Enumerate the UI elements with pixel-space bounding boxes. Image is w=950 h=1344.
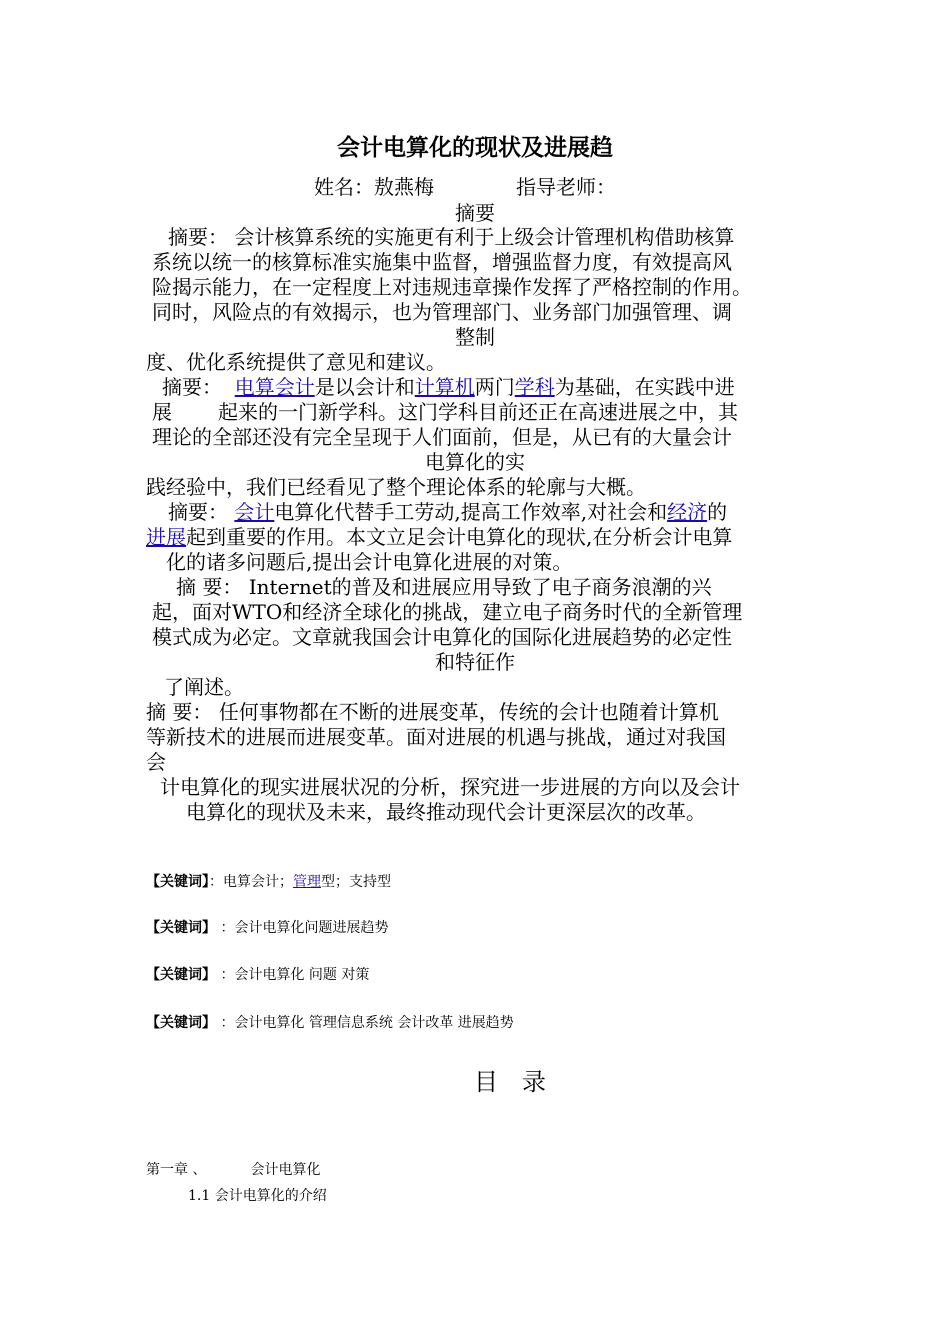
link-xue-ke[interactable]: 学科 [514, 375, 555, 399]
abstract-1-line: 整制 [455, 325, 495, 349]
document-title: 会计电算化的现状及进展趋 [337, 135, 613, 161]
abstract-3-label: 摘要： [168, 500, 228, 524]
abstract-4-line: 和特征作 [435, 650, 515, 674]
link-jin-zhan[interactable]: 进展 [146, 525, 186, 549]
abstract-heading: 摘要 [455, 201, 495, 225]
keywords-text: ：电算会计； [209, 874, 293, 890]
keywords-text: ：会计电算化 管理信息系统 会计改革 进展趋势 [216, 1015, 514, 1031]
abstract-2-text: 两门 [474, 375, 515, 399]
abstract-2-text: 是以会计和 [314, 375, 415, 399]
abstract-2-line: 践经验中，我们已经看见了整个理论体系的轮廓与大概。 [146, 475, 646, 499]
abstract-3-line [168, 500, 727, 524]
link-ji-suan-ji[interactable]: 计算机 [414, 375, 475, 399]
keywords-line [146, 918, 388, 938]
abstract-2-text: 为基础，在实践中进 [554, 375, 735, 399]
author-name: 姓名：敖燕梅 [314, 175, 434, 199]
keywords-label: 【关键词】 [146, 1015, 216, 1031]
abstract-1-line: 摘要： 会计核算系统的实施更有利于上级会计管理机构借助核算 [168, 225, 735, 249]
toc-chapter-1[interactable] [146, 1160, 320, 1180]
abstract-2-label: 摘要： [162, 375, 222, 399]
abstract-3-text: 电算化代替手工劳动,提高工作效率,对社会和 [274, 500, 668, 524]
abstract-1-line: 同时，风险点的有效揭示，也为管理部门、业务部门加强管理、调 [152, 300, 732, 324]
keywords-text: 型；支持型 [321, 874, 391, 890]
abstract-4-line: 起，面对WTO和经济全球化的挑战，建立电子商务时代的全新管理 [152, 600, 743, 624]
abstract-2-text: 展 [152, 400, 172, 424]
keywords-text: ：会计电算化问题进展趋势 [216, 920, 389, 936]
link-dian-suan-kuai-ji[interactable]: 电算会计 [234, 375, 315, 399]
keywords-line [146, 965, 369, 985]
toc-section-1-1[interactable]: 1.1 会计电算化的介绍 [188, 1188, 327, 1204]
abstract-4-line: 模式成为必定。文章就我国会计电算化的国际化进展趋势的必定性 [152, 625, 732, 649]
abstract-2-text: 起来的一门新学科。这门学科目前还正在高速进展之中，其 [218, 400, 738, 424]
link-jing-ji[interactable]: 经济 [667, 500, 708, 524]
keywords-label: 【关键词】 [146, 967, 216, 983]
abstract-4-line: 了阐述。 [164, 675, 244, 699]
toc-chapter-number: 第一章 、 [146, 1162, 207, 1178]
keywords-text: ：会计电算化 问题 对策 [216, 967, 370, 983]
abstract-1-line: 度、优化系统提供了意见和建议。 [146, 350, 446, 374]
toc-chapter-title: 会计电算化 [250, 1162, 321, 1178]
keywords-line [146, 1013, 514, 1033]
keywords-line [146, 872, 391, 892]
abstract-1-line: 系统以统一的核算标准实施集中监督，增强监督力度，有效提高风 [152, 250, 732, 274]
abstract-3-text: 起到重要的作用。本文立足会计电算化的现状,在分析会计电算 [186, 525, 733, 549]
keywords-label: 【关键词】 [146, 920, 216, 936]
abstract-5-line: 计电算化的现实进展状况的分析，探究进一步进展的方向以及会计 [160, 775, 740, 799]
abstract-3-text: 的 [707, 500, 728, 524]
link-kuai-ji[interactable]: 会计 [234, 500, 275, 524]
abstract-5-line: 会 [146, 750, 166, 774]
link-guan-li[interactable]: 管理 [293, 874, 321, 890]
keywords-label: 【关键词】 [146, 874, 209, 890]
abstract-5-line: 等新技术的进展而进展变革。面对进展的机遇与挑战，通过对我国 [146, 725, 726, 749]
abstract-5-line: 摘 要： 任何事物都在不断的进展变革，传统的会计也随着计算机 [146, 700, 719, 724]
abstract-3-line [146, 525, 732, 549]
toc-title: 目录 [474, 1068, 570, 1096]
abstract-1-line: 险揭示能力，在一定程度上对违规违章操作发挥了严格控制的作用。 [152, 275, 752, 299]
abstract-2-line: 电算化的实 [425, 450, 525, 474]
advisor-label: 指导老师： [516, 175, 616, 199]
abstract-2-line: 理论的全部还没有完全呈现于人们面前，但是，从已有的大量会计 [152, 425, 732, 449]
abstract-2-line [152, 400, 738, 424]
author-line [314, 175, 616, 199]
abstract-3-line: 化的诸多问题后,提出会计电算化进展的对策。 [166, 550, 573, 574]
abstract-4-line: 摘 要： Internet的普及和进展应用导致了电子商务浪潮的兴 [176, 575, 712, 599]
abstract-5-line: 电算化的现状及未来，最终推动现代会计更深层次的改革。 [186, 800, 706, 824]
abstract-2-line [162, 375, 735, 399]
